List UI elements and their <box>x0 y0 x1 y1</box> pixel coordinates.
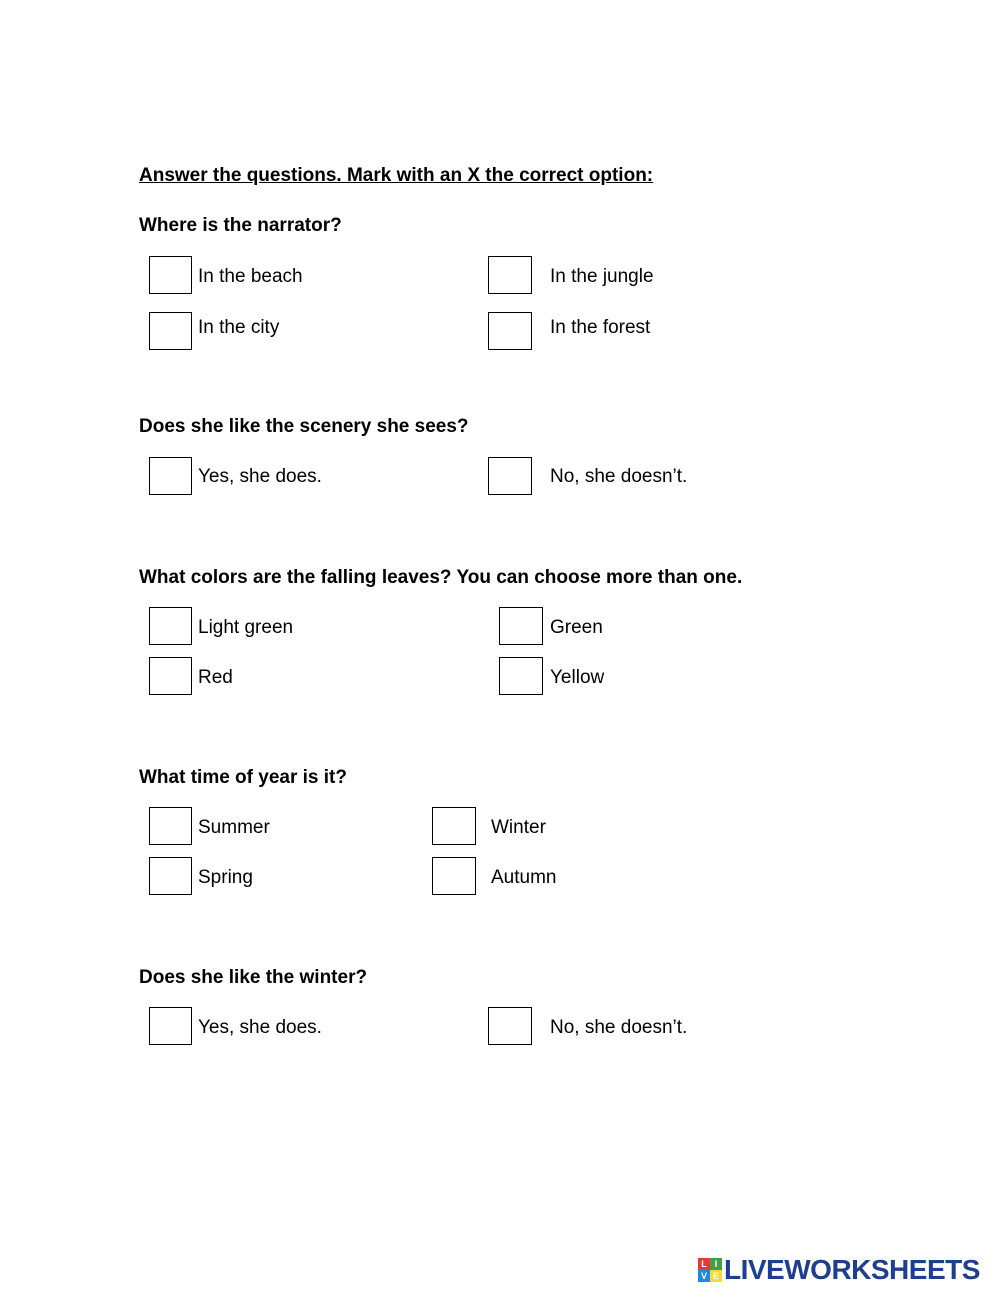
checkbox-autumn[interactable] <box>432 857 476 895</box>
question-4: What time of year is it? <box>139 767 347 788</box>
option-label: In the jungle <box>550 266 654 287</box>
checkbox-no-she-doesnt-winter[interactable] <box>488 1007 532 1045</box>
liveworksheets-logo <box>698 1252 980 1288</box>
option-label: No, she doesn’t. <box>550 466 688 487</box>
option-label: In the city <box>198 317 280 338</box>
checkbox-spring[interactable] <box>149 857 192 895</box>
option-label: Yes, she does. <box>198 1017 322 1038</box>
logo-mark-letter: E <box>710 1270 722 1282</box>
checkbox-no-she-doesnt[interactable] <box>488 457 532 495</box>
option-label: Summer <box>198 817 270 838</box>
option-label: No, she doesn’t. <box>550 1017 688 1038</box>
checkbox-in-the-beach[interactable] <box>149 256 192 294</box>
checkbox-in-the-city[interactable] <box>149 312 192 350</box>
question-1: Where is the narrator? <box>139 215 342 236</box>
question-2: Does she like the scenery she sees? <box>139 416 469 437</box>
checkbox-red[interactable] <box>149 657 192 695</box>
checkbox-light-green[interactable] <box>149 607 192 645</box>
option-label: Spring <box>198 867 253 888</box>
logo-mark-icon <box>698 1258 722 1282</box>
option-label: Winter <box>491 817 546 838</box>
option-label: In the beach <box>198 266 303 287</box>
checkbox-yellow[interactable] <box>499 657 543 695</box>
logo-mark-letter: I <box>710 1258 722 1270</box>
logo-mark-letter: V <box>698 1270 710 1282</box>
option-label: Yes, she does. <box>198 466 322 487</box>
option-label: Light green <box>198 617 294 638</box>
option-label: Red <box>198 667 233 688</box>
instructions-heading: Answer the questions. Mark with an X the correct option: <box>139 165 654 186</box>
checkbox-winter[interactable] <box>432 807 476 845</box>
checkbox-summer[interactable] <box>149 807 192 845</box>
checkbox-green[interactable] <box>499 607 543 645</box>
checkbox-yes-she-does[interactable] <box>149 457 192 495</box>
checkbox-yes-she-does-winter[interactable] <box>149 1007 192 1045</box>
question-5: Does she like the winter? <box>139 967 368 988</box>
option-label: Green <box>550 617 603 638</box>
checkbox-in-the-jungle[interactable] <box>488 256 532 294</box>
checkbox-in-the-forest[interactable] <box>488 312 532 350</box>
logo-mark-letter: L <box>698 1258 710 1270</box>
question-3: What colors are the falling leaves? You can choose more than one. <box>139 567 743 588</box>
logo-text: LIVEWORKSHEETS <box>724 1254 980 1285</box>
option-label: Autumn <box>491 867 557 888</box>
option-label: Yellow <box>550 667 605 688</box>
option-label: In the forest <box>550 317 651 338</box>
